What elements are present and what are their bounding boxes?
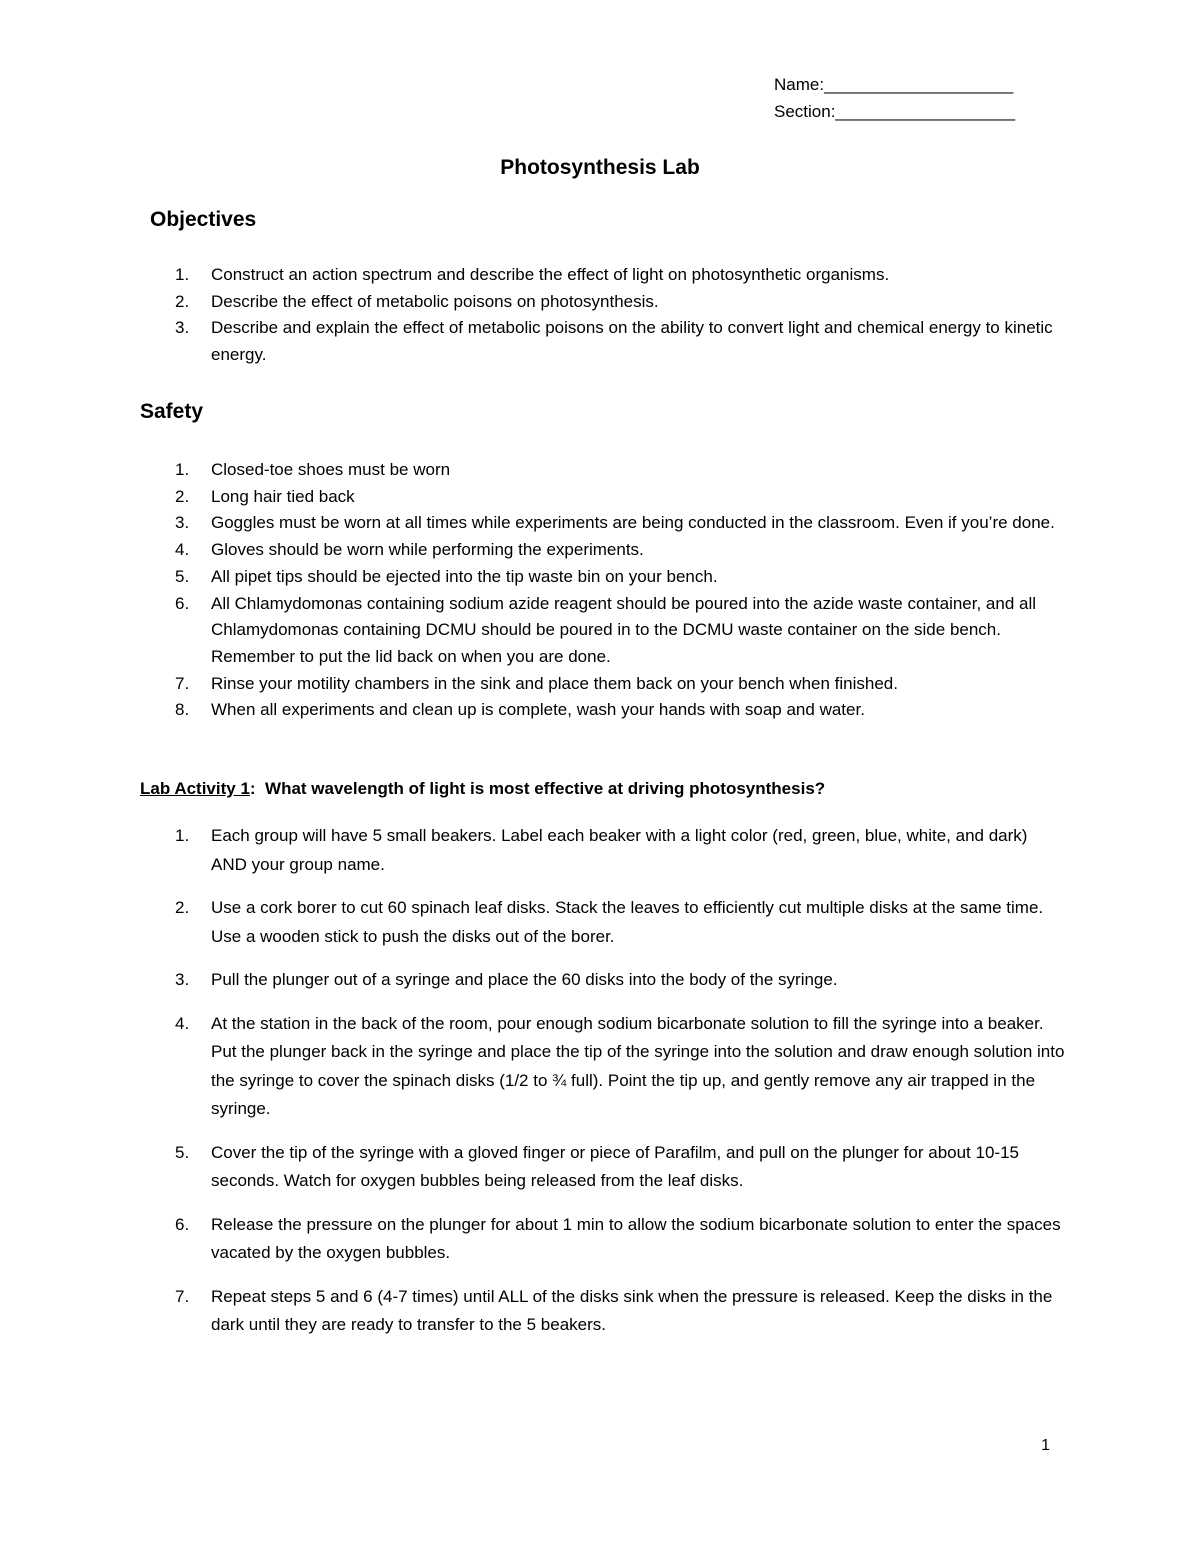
list-item bbox=[140, 1283, 1065, 1340]
list-item bbox=[140, 262, 1070, 289]
list-item bbox=[140, 1010, 1065, 1124]
list-item bbox=[140, 289, 1070, 316]
list-number: 7. bbox=[175, 673, 190, 693]
activity-question: What wavelength of light is most effective at driving photosynthesis? bbox=[265, 779, 826, 798]
list-text: All Chlamydomonas containing sodium azide reagent should be poured into the azide waste container, and all Chlamydomonas containing DCMU should be poured in to the DCMU waste container on the side bench. Remember to put the lid back on when you are done. bbox=[211, 593, 1037, 666]
list-item bbox=[140, 457, 1055, 484]
list-item bbox=[140, 591, 1055, 671]
activity-steps-list bbox=[140, 822, 1065, 1355]
list-number: 5. bbox=[175, 566, 190, 586]
list-number: 6. bbox=[175, 593, 190, 613]
list-item bbox=[140, 671, 1055, 698]
list-text: Describe and explain the effect of metabolic poisons on the ability to convert light and chemical energy to kinetic energy. bbox=[211, 318, 1053, 364]
list-text: Goggles must be worn at all times while experiments are being conducted in the classroom. Even if you’re done. bbox=[211, 513, 1055, 533]
objectives-list bbox=[140, 262, 1070, 368]
list-item bbox=[140, 894, 1065, 951]
list-item bbox=[140, 697, 1055, 724]
list-item bbox=[140, 966, 1065, 995]
list-text: Each group will have 5 small beakers. Label each beaker with a light color (red, green, blue, white, and dark) AND your group name. bbox=[211, 826, 1028, 874]
list-number: 3. bbox=[175, 513, 190, 533]
page-title: Photosynthesis Lab bbox=[500, 156, 700, 179]
objectives-heading: Objectives bbox=[150, 208, 257, 231]
list-number: 3. bbox=[175, 318, 190, 337]
safety-heading: Safety bbox=[140, 400, 204, 423]
section-field-label: Section:___________________ bbox=[774, 102, 1016, 121]
list-number: 2. bbox=[175, 291, 190, 311]
list-number: 4. bbox=[175, 540, 190, 560]
list-item bbox=[140, 1211, 1065, 1268]
list-number: 2. bbox=[175, 486, 190, 506]
page-number: 1 bbox=[1041, 1437, 1050, 1454]
activity-label: Lab Activity 1 bbox=[140, 779, 250, 798]
list-text: Pull the plunger out of a syringe and place the 60 disks into the body of the syringe. bbox=[211, 970, 838, 989]
list-text: At the station in the back of the room, pour enough sodium bicarbonate solution to fill the syringe into a beaker. Put the plunger back in the syringe and place the tip of the syringe into the solution and draw enough solution into the syringe to cover the spinach disks (1/2 to ¾ full). Point the tip up, and gently remove any air trapped in the syringe. bbox=[211, 1013, 1065, 1118]
list-text: Use a cork borer to cut 60 spinach leaf disks. Stack the leaves to efficiently cut multiple disks at the same time. Use a wooden stick to push the disks out of the borer. bbox=[211, 898, 1044, 946]
list-item bbox=[140, 315, 1070, 368]
list-text: Release the pressure on the plunger for about 1 min to allow the sodium bicarbonate solution to enter the spaces vacated by the oxygen bubbles. bbox=[211, 1214, 1061, 1262]
list-number: 1. bbox=[175, 826, 190, 845]
list-text: Describe the effect of metabolic poisons on photosynthesis. bbox=[211, 291, 659, 311]
list-text: Gloves should be worn while performing the experiments. bbox=[211, 540, 644, 560]
list-item bbox=[140, 822, 1065, 879]
list-number: 3. bbox=[175, 970, 190, 989]
list-number: 1. bbox=[175, 460, 190, 479]
list-text: Closed-toe shoes must be worn bbox=[211, 460, 451, 479]
list-item bbox=[140, 510, 1055, 537]
list-text: Repeat steps 5 and 6 (4-7 times) until ALL of the disks sink when the pressure is released. Keep the disks in the dark until they are ready to transfer to the 5 beakers. bbox=[211, 1286, 1053, 1334]
list-text: Cover the tip of the syringe with a gloved finger or piece of Parafilm, and pull on the plunger for about 10-15 seconds. Watch for oxygen bubbles being released from the leaf disks. bbox=[211, 1142, 1019, 1190]
safety-list bbox=[140, 457, 1055, 724]
list-number: 5. bbox=[175, 1142, 190, 1162]
list-number: 7. bbox=[175, 1286, 190, 1306]
list-text: When all experiments and clean up is complete, wash your hands with soap and water. bbox=[211, 700, 865, 720]
list-text: Rinse your motility chambers in the sink and place them back on your bench when finished. bbox=[211, 673, 898, 693]
list-number: 8. bbox=[175, 700, 190, 720]
name-field-label: Name:____________________ bbox=[774, 75, 1014, 94]
list-text: Construct an action spectrum and describe the effect of light on photosynthetic organisms. bbox=[211, 265, 890, 284]
list-item bbox=[140, 564, 1055, 591]
list-text: Long hair tied back bbox=[211, 486, 355, 506]
list-item bbox=[140, 1139, 1065, 1196]
activity-colon: : bbox=[249, 779, 256, 798]
list-number: 2. bbox=[175, 898, 190, 917]
list-number: 1. bbox=[175, 265, 190, 284]
list-text: All pipet tips should be ejected into the tip waste bin on your bench. bbox=[211, 566, 718, 586]
list-number: 4. bbox=[175, 1013, 190, 1033]
list-number: 6. bbox=[175, 1214, 190, 1234]
lab-activity-heading bbox=[140, 779, 825, 799]
list-item bbox=[140, 537, 1055, 564]
list-item bbox=[140, 484, 1055, 511]
